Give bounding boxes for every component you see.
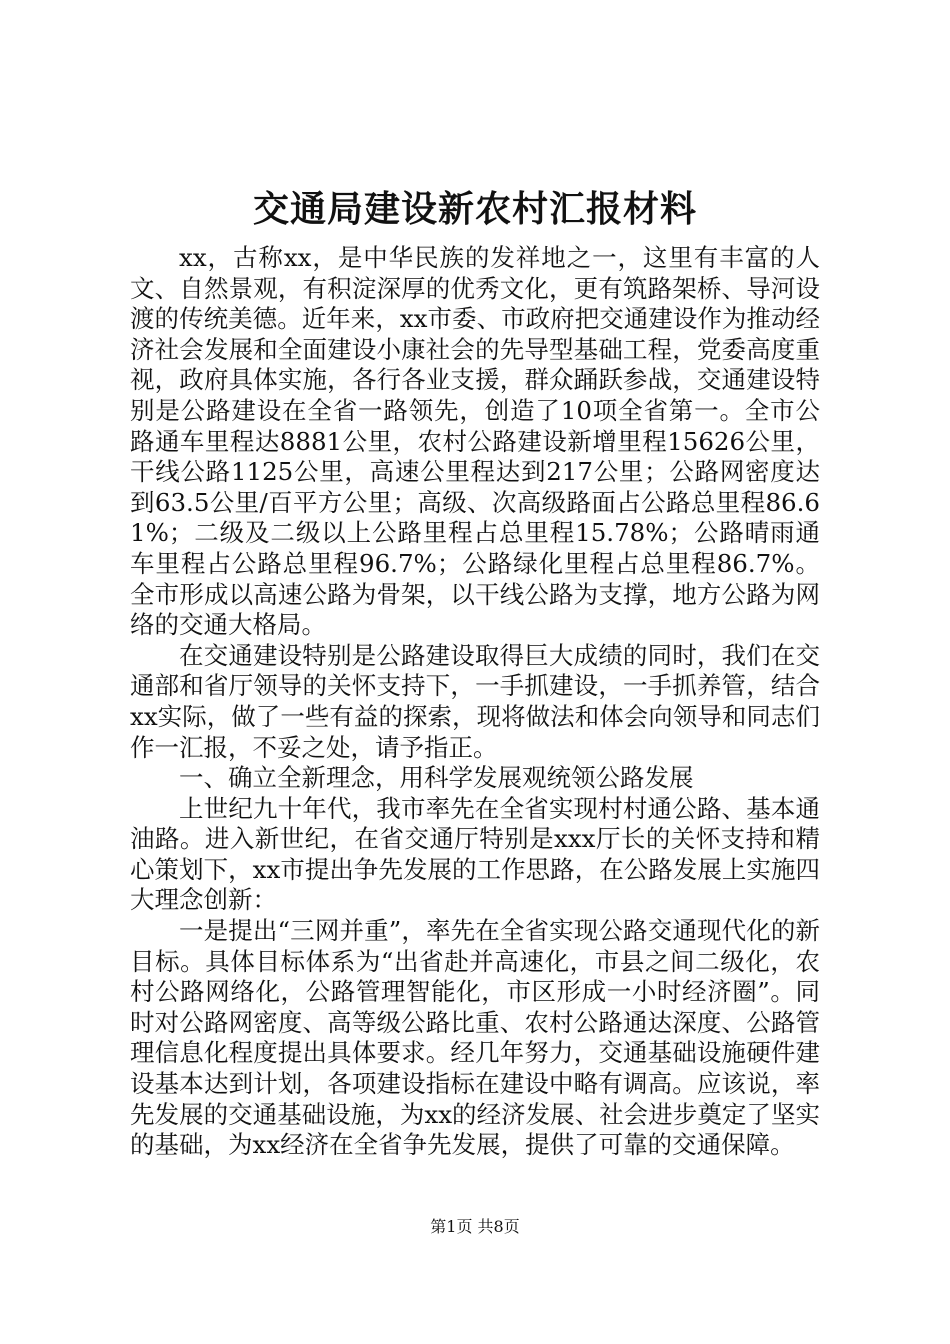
section-heading-1: 一、确立全新理念，用科学发展观统领公路发展 xyxy=(179,763,694,793)
paragraph-history: 上世纪九十年代，我市率先在全省实现村村通公路、基本通油路。进入新世纪，在省交通厅特别是xxx厅长的关怀支持和精心策划下，xx市提出争先发展的工作思路，在公路发展上实施四大理念创新： xyxy=(130,793,820,915)
paragraph-report-intro: 在交通建设特别是公路建设取得巨大成绩的同时，我们在交通部和省厅领导的关怀支持下，一手抓建设，一手抓养管，结合xx实际，做了一些有益的探索，现将做法和体会向领导和同志们作一汇报，不妥之处，请予指正。 xyxy=(130,640,820,762)
paragraph-intro: xx，古称xx，是中华民族的发祥地之一，这里有丰富的人文、自然景观，有积淀深厚的优秀文化，更有筑路架桥、导河设渡的传统美德。近年来，xx市委、市政府把交通建设作为推动经济社会发展和全面建设小康社会的先导型基础工程，党委高度重视，政府具体实施，各行各业支援，群众踊跃参战，交通建设特别是公路建设在全省一路领先，创造了10项全省第一。全市公路通车里程达8881公里，农村公路建设新增里程15626公里，干线公路1125公里，高速公里程达到217公里；公路网密度达到63.5公里/百平方公里；高级、次高级路面占公路总里程86.61%；二级及二级以上公路里程占总里程15.78%；公路晴雨通车里程占公路总里程96.7%；公路绿化里程占总里程86.7%。全市形成以高速公路为骨架，以干线公路为支撑，地方公路为网络的交通大格局。 xyxy=(130,243,820,640)
document-body xyxy=(130,243,820,1161)
paragraph-three-networks: 一是提出“三网并重”，率先在全省实现公路交通现代化的新目标。具体目标体系为“出省赴并高速化，市县之间二级化，农村公路网络化，公路管理智能化，市区形成一小时经济圈”。同时对公路网密度、高等级公路比重、农村公路通达深度、公路管理信息化程度提出具体要求。经几年努力，交通基础设施硬件建设基本达到计划，各项建设指标在建设中略有调高。应该说，率先发展的交通基础设施，为xx的经济发展、社会进步奠定了坚实的基础，为xx经济在全省争先发展，提供了可靠的交通保障。 xyxy=(130,916,820,1160)
page-footer: 第1页 共8页 xyxy=(430,1217,520,1236)
document-title: 交通局建设新农村汇报材料 xyxy=(252,188,697,230)
